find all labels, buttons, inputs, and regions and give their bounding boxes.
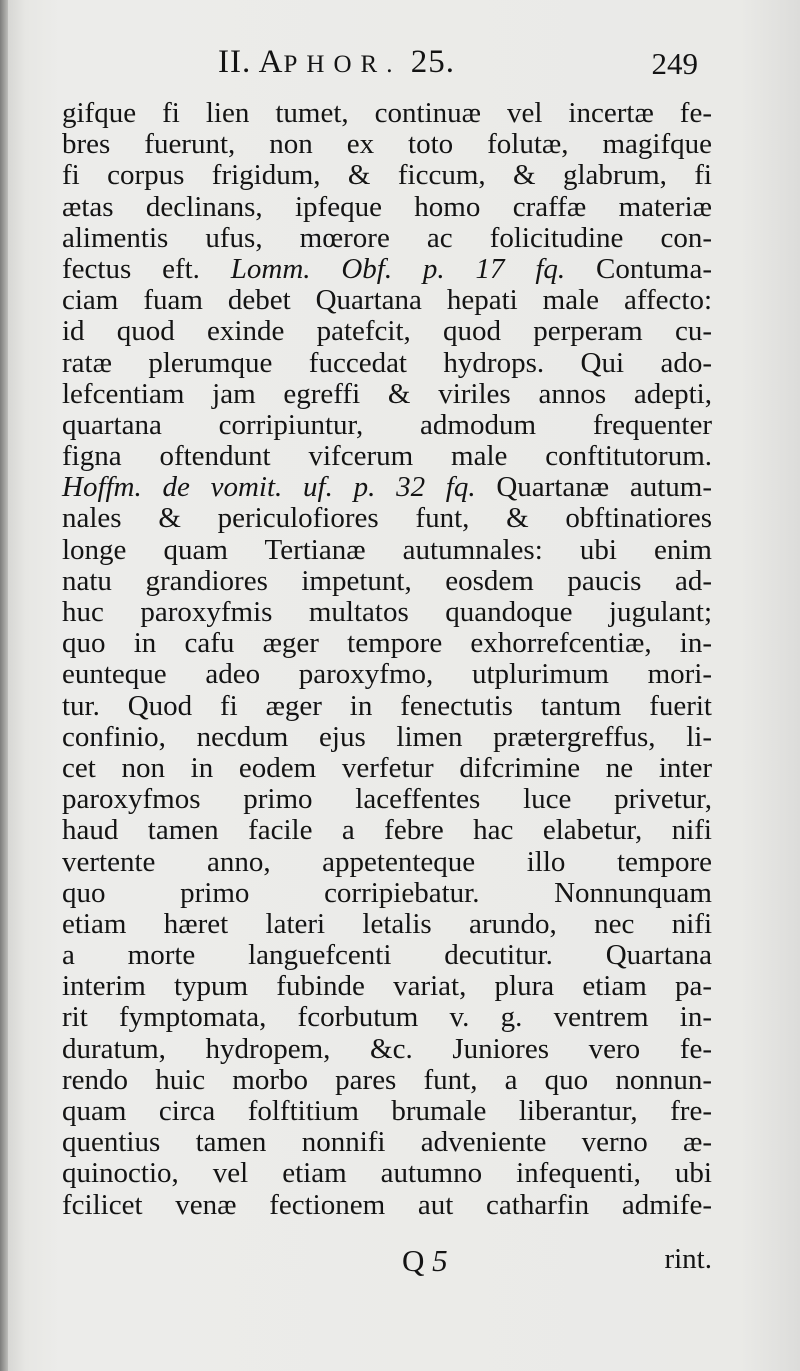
text-line-10: lefcentiam jam egreffi & viriles annos adepti,	[62, 377, 712, 410]
text-line-31: duratum, hydropem, &c. Juniores vero fe-	[62, 1032, 712, 1065]
text-line-5: alimentis ufus, mœrore ac folicitudine con-	[62, 221, 712, 254]
running-head-numeral: II.	[218, 44, 252, 80]
page-gutter-shadow	[0, 0, 8, 1371]
page-number: 249	[651, 46, 698, 81]
text-line-27: etiam hæret lateri letalis arundo, nec nifi	[62, 907, 712, 940]
body-text	[62, 98, 712, 1221]
text-line-7: ciam fuam debet Quartana hepati male affecto:	[62, 284, 712, 317]
text-line-20: tur. Quod fi æger in fenectutis tantum fuerit	[62, 689, 712, 722]
running-head	[218, 44, 455, 81]
text-line-19: eunteque adeo paroxyfmo, utplurimum mori-	[62, 658, 712, 691]
text-line-8: id quod exinde patefcit, quod perperam cu-	[62, 315, 712, 348]
catchword: rint.	[664, 1243, 712, 1275]
text-line-15: longe quam Tertianæ autumnales: ubi enim	[62, 533, 712, 566]
text-line-24: haud tamen facile a febre hac elabetur, nifi	[62, 814, 712, 847]
text-line-2: bres fuerunt, non ex toto folutæ, magifque	[62, 128, 712, 161]
text-line-6: fectus eft. Lomm. Obf. p. 17 fq. Contuma-	[62, 252, 712, 285]
text-line-34: quentius tamen nonnifi adveniente verno æ-	[62, 1126, 712, 1159]
text-line-12: figna oftendunt vifcerum male conftitutorum.	[62, 440, 712, 473]
signature-number: 5	[432, 1243, 448, 1278]
text-line-9: ratæ plerumque fuccedat hydrops. Qui ado-	[62, 346, 712, 379]
text-line-13: Hoffm. de vomit. uf. p. 32 fq. Quartanæ autum-	[62, 471, 712, 504]
running-head-rest: PHOR.	[283, 51, 402, 78]
signature-letter: Q	[402, 1243, 425, 1278]
text-line-3: fi corpus frigidum, & ficcum, & glabrum, fi	[62, 159, 712, 192]
running-head-first-letter: A	[258, 44, 284, 80]
running-head-number: 25.	[410, 44, 455, 80]
text-line-28: a morte languefcenti decutitur. Quartana	[62, 939, 712, 972]
signature-mark	[402, 1243, 448, 1279]
text-line-23: paroxyfmos primo laceffentes luce privetur,	[62, 783, 712, 816]
text-line-16: natu grandiores impetunt, eosdem paucis ad-	[62, 564, 712, 597]
page-footer	[62, 1243, 712, 1283]
text-line-35: quinoctio, vel etiam autumno infequenti, ubi	[62, 1157, 712, 1190]
text-line-30: rit fymptomata, fcorbutum v. g. ventrem in-	[62, 1001, 712, 1034]
text-line-18: quo in cafu æger tempore exhorrefcentiæ, in-	[62, 627, 712, 660]
text-line-4: ætas declinans, ipfeque homo craffæ materiæ	[62, 190, 712, 223]
text-line-22: cet non in eodem verfetur difcrimine ne inter	[62, 751, 712, 784]
text-line-21: confinio, necdum ejus limen prætergreffus, li-	[62, 720, 712, 753]
text-line-26: quo primo corripiebatur. Nonnunquam	[62, 876, 712, 909]
text-line-1: gifque fi lien tumet, continuæ vel incertæ fe-	[62, 97, 712, 129]
text-line-25: vertente anno, appetenteque illo tempore	[62, 845, 712, 878]
text-line-33: quam circa folftitium brumale liberantur, fre-	[62, 1095, 712, 1127]
text-line-14: nales & periculofiores funt, & obftinatiores	[62, 502, 712, 535]
text-line-11: quartana corripiuntur, admodum frequenter	[62, 408, 712, 441]
text-line-17: huc paroxyfmis multatos quandoque jugulant;	[62, 596, 712, 628]
page-header	[60, 44, 708, 90]
text-line-32: rendo huic morbo pares funt, a quo nonnun-	[62, 1063, 712, 1096]
text-line-36: fcilicet venæ fectionem aut catharfin admife-	[62, 1188, 712, 1221]
text-line-29: interim typum fubinde variat, plura etiam pa-	[62, 970, 712, 1003]
